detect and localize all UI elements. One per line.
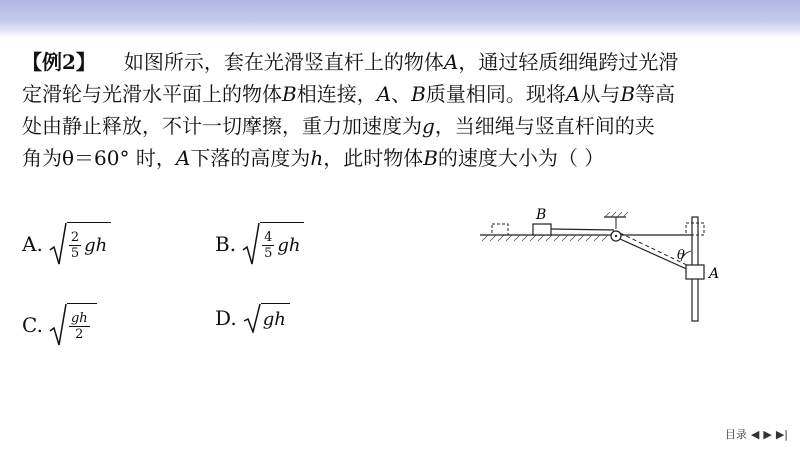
sqrt-expression (242, 222, 304, 266)
option-c[interactable] (22, 303, 97, 347)
physics-diagram (478, 205, 728, 325)
prev-arrow-icon[interactable]: ◀ (750, 427, 760, 441)
var-h: h (310, 146, 324, 170)
var-b: B (620, 82, 636, 106)
denominator: 5 (264, 246, 273, 261)
pulley-axle (615, 235, 617, 237)
var-b: B (411, 82, 426, 106)
var-a: A (443, 50, 459, 74)
block-b-initial (492, 224, 508, 235)
option-letter: D. (215, 306, 237, 330)
var-a: A (376, 82, 392, 106)
example-label: 【例2】 (22, 50, 96, 74)
var-b: B (423, 146, 438, 170)
question-line-1 (22, 46, 782, 78)
header-band (0, 0, 800, 38)
surface-hatching (482, 235, 608, 241)
text-segment: 处由静止释放，不计一切摩擦，重力加速度为 (22, 114, 422, 138)
option-a[interactable] (22, 222, 111, 266)
sqrt-expression (243, 303, 290, 333)
toc-button[interactable]: 目录 (724, 428, 747, 441)
option-b[interactable] (215, 222, 304, 266)
text-segment: 下落的高度为 (190, 146, 311, 170)
fraction (69, 311, 90, 342)
numerator: gh (70, 311, 88, 326)
var-b: B (282, 82, 297, 106)
option-letter: A. (22, 232, 43, 256)
expression: gh (84, 235, 108, 256)
label-b: B (536, 207, 547, 223)
option-d[interactable] (215, 303, 290, 333)
ceiling-hatching (605, 212, 628, 217)
block-b (533, 224, 551, 235)
radical-sign-icon (243, 303, 261, 333)
last-arrow-icon[interactable]: ▶| (775, 427, 788, 441)
question-line-3 (22, 110, 782, 142)
var-a: A (175, 146, 191, 170)
fraction (69, 230, 81, 261)
sqrt-expression (49, 303, 97, 347)
text-segment: 的速度大小为（ ） (437, 146, 605, 170)
block-a (686, 265, 704, 279)
denominator: 5 (70, 246, 80, 261)
radical-sign-icon (49, 222, 67, 266)
label-theta: θ (677, 248, 685, 263)
var-a: A (565, 82, 581, 106)
radical-sign-icon (242, 222, 260, 266)
denominator: 2 (75, 327, 84, 342)
slide-navigation (725, 426, 788, 442)
option-letter: C. (22, 313, 43, 337)
expression: gh (262, 309, 286, 330)
text-segment: 角为θ＝60° 时， (22, 146, 176, 170)
text-segment: ，通过轻质细绳跨过光滑 (458, 50, 679, 74)
expression: gh (277, 235, 301, 256)
text-segment: 等高 (635, 82, 676, 106)
rope-horizontal (551, 229, 614, 230)
text-segment: 、 (391, 82, 412, 106)
question-line-4 (22, 142, 782, 174)
text-segment: ，当细绳与竖直杆间的夹 (434, 114, 655, 138)
radical-sign-icon (49, 303, 67, 347)
text-segment: 定滑轮与光滑水平面上的物体 (22, 82, 282, 106)
fraction (262, 230, 274, 261)
option-letter: B. (215, 232, 237, 256)
text-segment: 质量相同。现将 (425, 82, 566, 106)
text-segment: 相连接， (296, 82, 377, 106)
text-segment: 如图所示，套在光滑竖直杆上的物体 (123, 50, 444, 74)
sqrt-expression (49, 222, 111, 266)
text-segment: 从与 (580, 82, 621, 106)
numerator: 2 (70, 230, 80, 245)
question-text (22, 46, 782, 174)
next-arrow-icon[interactable]: ▶ (763, 427, 772, 441)
var-g: g (422, 114, 435, 138)
label-a: A (709, 266, 720, 282)
question-line-2 (22, 78, 782, 110)
numerator: 4 (264, 230, 273, 245)
text-segment: ，此时物体 (323, 146, 424, 170)
